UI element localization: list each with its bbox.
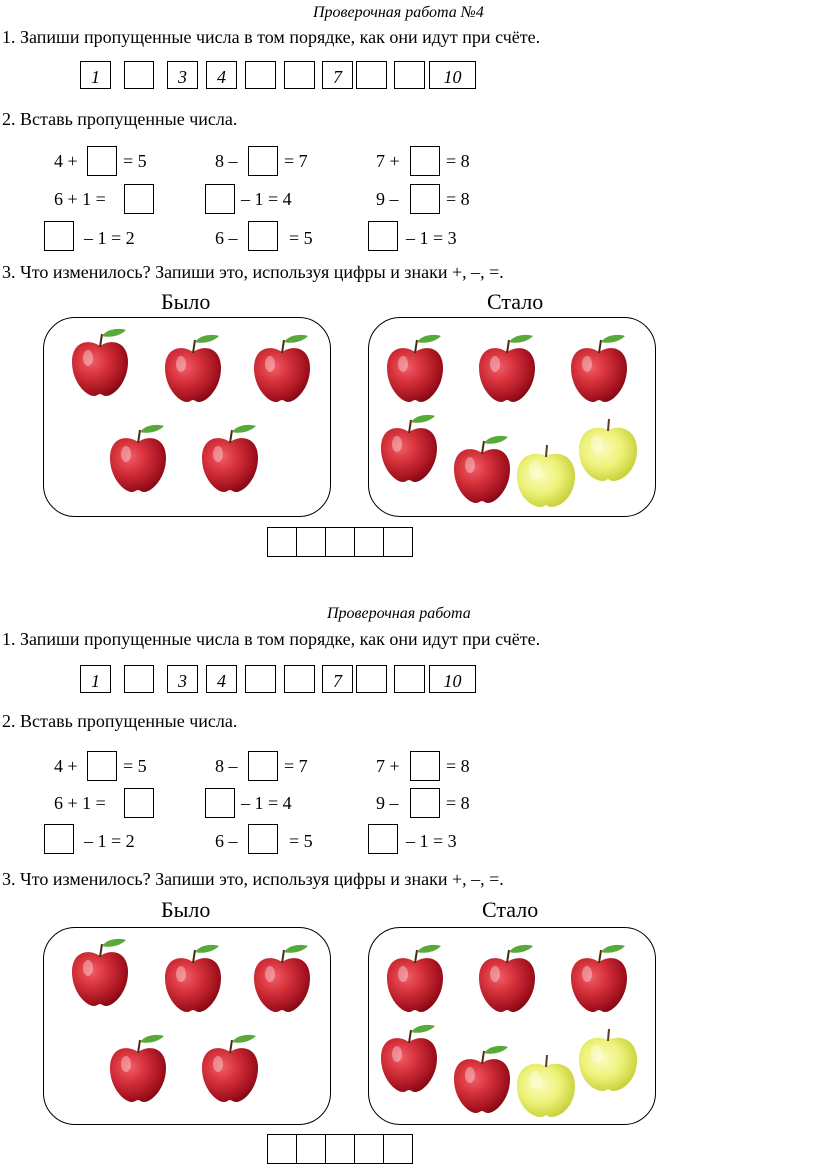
sequence-cell-7: 7 — [322, 665, 353, 693]
equation-9-blank[interactable] — [368, 824, 398, 854]
equation-3-blank[interactable] — [410, 146, 440, 176]
red-apple-icon — [198, 1032, 262, 1104]
answer-cell[interactable] — [267, 527, 297, 557]
equation-8-left: 6 – — [215, 228, 238, 248]
red-apple-icon — [68, 326, 132, 398]
task-2-instruction: 2. Вставь пропущенные числа. — [2, 711, 238, 731]
task-3-instruction: 3. Что изменилось? Запиши это, используя цифры и знаки +, –, =. — [2, 262, 504, 282]
sequence-cell-5[interactable] — [245, 665, 276, 693]
equation-6-left: 9 – — [376, 189, 399, 209]
red-apple-icon — [68, 936, 132, 1008]
red-apple-icon — [450, 433, 514, 505]
sequence-cell-2[interactable] — [124, 665, 154, 693]
task-3-instruction: 3. Что изменилось? Запиши это, используя цифры и знаки +, –, =. — [2, 869, 504, 889]
answer-cell[interactable] — [354, 1134, 384, 1164]
equation-8-blank[interactable] — [248, 221, 278, 251]
equation-9-right: – 1 = 3 — [406, 228, 457, 248]
equation-1-blank[interactable] — [87, 146, 117, 176]
equation-4-left: 6 + 1 = — [54, 189, 106, 209]
equation-4-blank[interactable] — [124, 184, 154, 214]
red-apple-icon — [567, 332, 631, 404]
red-apple-icon — [198, 422, 262, 494]
equation-7-blank[interactable] — [44, 221, 74, 251]
sequence-cell-4: 4 — [206, 61, 237, 89]
answer-cell[interactable] — [354, 527, 384, 557]
equation-6-blank[interactable] — [410, 788, 440, 818]
equation-7-right: – 1 = 2 — [84, 831, 135, 851]
equation-1-blank[interactable] — [87, 751, 117, 781]
sequence-cell-5[interactable] — [245, 61, 276, 89]
equation-7-blank[interactable] — [44, 824, 74, 854]
equation-8-right: = 5 — [289, 228, 313, 248]
sequence-cell-8[interactable] — [356, 665, 387, 693]
after-picture-panel — [368, 927, 656, 1125]
before-label: Было — [161, 897, 211, 922]
equation-3-right: = 8 — [446, 151, 470, 171]
equation-1-right: = 5 — [123, 151, 147, 171]
red-apple-icon — [567, 942, 631, 1014]
red-apple-icon — [250, 942, 314, 1014]
equation-1-left: 4 + — [54, 756, 78, 776]
equation-5-blank[interactable] — [205, 788, 235, 818]
answer-boxes — [267, 527, 413, 557]
task-2-instruction: 2. Вставь пропущенные числа. — [2, 109, 238, 129]
green-apple-icon — [513, 1046, 579, 1118]
answer-cell[interactable] — [325, 527, 355, 557]
sequence-cell-1: 1 — [80, 61, 111, 89]
sequence-cell-8[interactable] — [356, 61, 387, 89]
red-apple-icon — [475, 332, 539, 404]
answer-cell[interactable] — [296, 527, 326, 557]
red-apple-icon — [377, 412, 441, 484]
equation-3-left: 7 + — [376, 756, 400, 776]
red-apple-icon — [250, 332, 314, 404]
equation-2-left: 8 – — [215, 151, 238, 171]
before-label: Было — [161, 289, 211, 314]
equation-3-right: = 8 — [446, 756, 470, 776]
red-apple-icon — [161, 332, 225, 404]
sequence-cell-4: 4 — [206, 665, 237, 693]
worksheet-title: Проверочная работа №4 — [313, 4, 484, 21]
equation-9-right: – 1 = 3 — [406, 831, 457, 851]
equation-9-blank[interactable] — [368, 221, 398, 251]
sequence-cell-10: 10 — [429, 61, 476, 89]
green-apple-icon — [575, 1020, 641, 1092]
sequence-cell-9[interactable] — [394, 665, 425, 693]
sequence-cell-6[interactable] — [284, 61, 315, 89]
equation-7-right: – 1 = 2 — [84, 228, 135, 248]
sequence-cell-3: 3 — [167, 61, 198, 89]
green-apple-icon — [575, 410, 641, 482]
task-1-instruction: 1. Запиши пропущенные числа в том порядке, как они идут при счёте. — [2, 629, 541, 649]
equation-1-right: = 5 — [123, 756, 147, 776]
sequence-cell-1: 1 — [80, 665, 111, 693]
sequence-cell-2[interactable] — [124, 61, 154, 89]
red-apple-icon — [475, 942, 539, 1014]
equation-8-left: 6 – — [215, 831, 238, 851]
equation-6-right: = 8 — [446, 189, 470, 209]
equation-6-right: = 8 — [446, 793, 470, 813]
red-apple-icon — [161, 942, 225, 1014]
equation-3-blank[interactable] — [410, 751, 440, 781]
red-apple-icon — [450, 1043, 514, 1115]
equation-3-left: 7 + — [376, 151, 400, 171]
red-apple-icon — [106, 1032, 170, 1104]
after-label: Стало — [482, 897, 539, 922]
task-1-instruction: 1. Запиши пропущенные числа в том порядке, как они идут при счёте. — [2, 27, 541, 47]
equation-8-blank[interactable] — [248, 824, 278, 854]
equation-5-right: – 1 = 4 — [241, 793, 292, 813]
after-picture-panel — [368, 317, 656, 517]
equation-5-right: – 1 = 4 — [241, 189, 292, 209]
equation-6-blank[interactable] — [410, 184, 440, 214]
equation-5-blank[interactable] — [205, 184, 235, 214]
equation-1-left: 4 + — [54, 151, 78, 171]
equation-2-left: 8 – — [215, 756, 238, 776]
sequence-cell-9[interactable] — [394, 61, 425, 89]
green-apple-icon — [513, 436, 579, 508]
answer-cell[interactable] — [325, 1134, 355, 1164]
answer-cell[interactable] — [296, 1134, 326, 1164]
before-picture-panel — [43, 317, 331, 517]
equation-4-left: 6 + 1 = — [54, 793, 106, 813]
answer-cell[interactable] — [383, 1134, 413, 1164]
red-apple-icon — [383, 332, 447, 404]
sequence-cell-6[interactable] — [284, 665, 315, 693]
after-label: Стало — [487, 289, 544, 314]
equation-4-blank[interactable] — [124, 788, 154, 818]
red-apple-icon — [377, 1022, 441, 1094]
sequence-cell-7: 7 — [322, 61, 353, 89]
equation-2-right: = 7 — [284, 756, 308, 776]
worksheet-title: Проверочная работа — [327, 605, 471, 622]
equation-8-right: = 5 — [289, 831, 313, 851]
answer-cell[interactable] — [267, 1134, 297, 1164]
red-apple-icon — [106, 422, 170, 494]
sequence-cell-3: 3 — [167, 665, 198, 693]
sequence-cell-10: 10 — [429, 665, 476, 693]
equation-6-left: 9 – — [376, 793, 399, 813]
equation-2-blank[interactable] — [248, 146, 278, 176]
answer-boxes — [267, 1134, 413, 1164]
answer-cell[interactable] — [383, 527, 413, 557]
equation-2-right: = 7 — [284, 151, 308, 171]
red-apple-icon — [383, 942, 447, 1014]
before-picture-panel — [43, 927, 331, 1125]
equation-2-blank[interactable] — [248, 751, 278, 781]
